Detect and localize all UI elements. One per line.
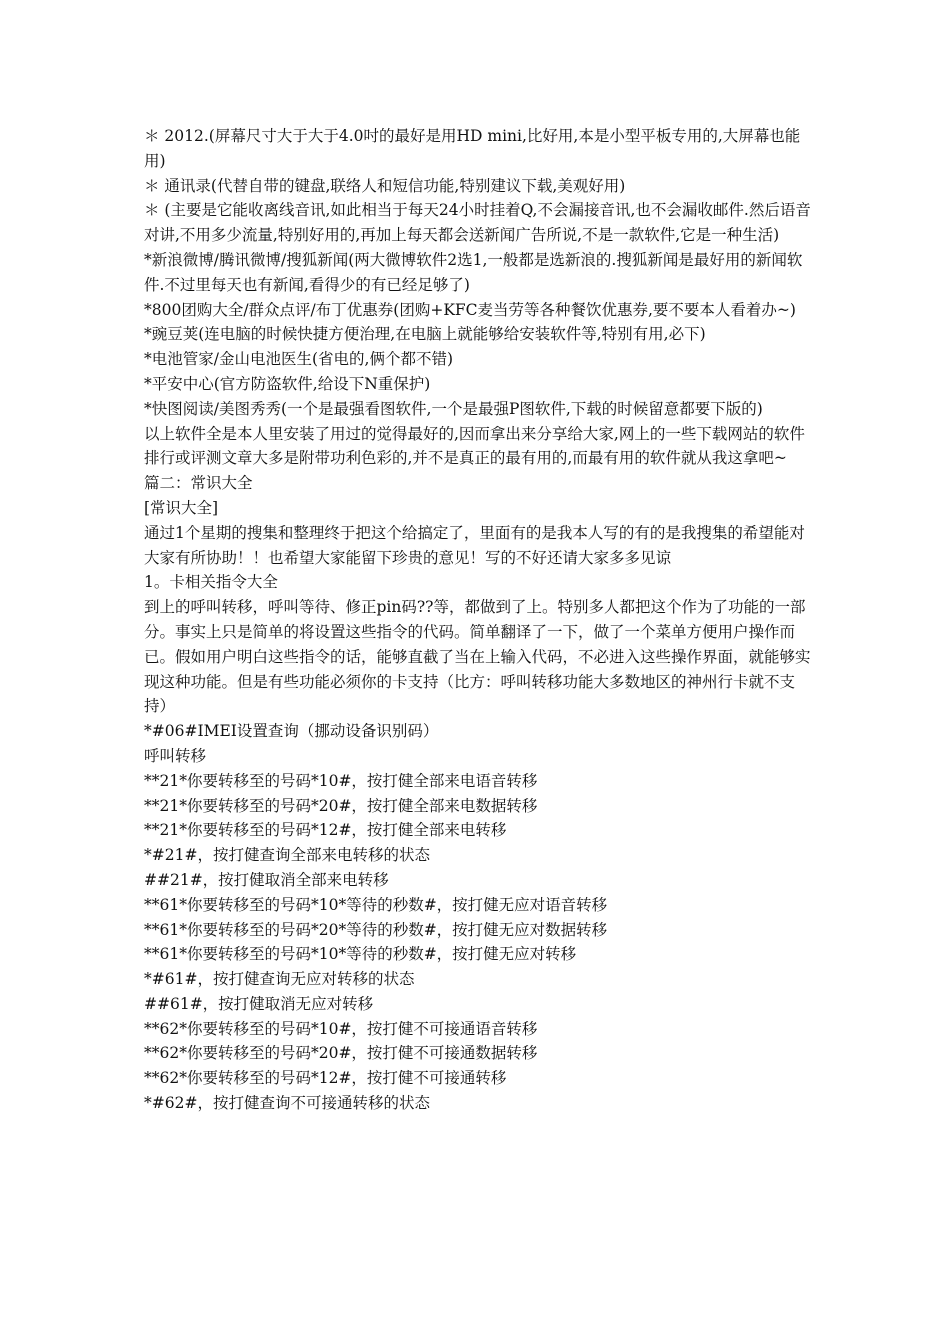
code-line: **21*你要转移至的号码*20#，按打健全部来电数据转移 — [144, 796, 538, 815]
paragraph: *豌豆荚(连电脑的时候快捷方便治理,在电脑上就能够给安装软件等,特别有用,必下) — [144, 325, 706, 344]
code-line: **62*你要转移至的号码*10#，按打健不可接通语音转移 — [144, 1019, 538, 1038]
section-subheading: 1。卡相关指令大全 — [144, 573, 278, 592]
paragraph: *快图阅读/美图秀秀(一个是最强看图软件,一个是最强P图软件,下载的时候留意都要下版的) — [144, 399, 763, 418]
paragraph: ＊ (主要是它能收离线音讯,如此相当于每天24小时挂着Q,不会漏接音讯,也不会漏收邮件.然后语音对讲,不用多少流量,特别好用的,再加上每天都会送新闻广告所说,不是一款软件,它是一种生活) — [144, 201, 811, 245]
code-line: *#06#IMEI设置查询（挪动设备识别码） — [144, 722, 439, 741]
paragraph: 到上的呼叫转移，呼叫等待、修正pin码??等，都做到了上。特别多人都把这个作为了功能的一部分。事实上只是简单的将设置这些指令的代码。简单翻译了一下，做了一个菜单方便用户操作而已。假如用户明白这些指令的话，能够直截了当在上输入代码，不必进入这些操作界面，就能够实现这种功能。但是有些功能必须你的卡支持（比方：呼叫转移功能大多数地区的神州行卡就不支持） — [144, 598, 811, 716]
paragraph: ＊ 通讯录(代替自带的键盘,联络人和短信功能,特别建议下载,美观好用) — [144, 176, 626, 195]
paragraph: *平安中心(官方防盗软件,给设下N重保护) — [144, 374, 431, 393]
section-subheading: [常识大全] — [144, 498, 219, 517]
code-line: *#62#，按打健查询不可接通转移的状态 — [144, 1094, 430, 1113]
code-line: ##21#，按打健取消全部来电转移 — [144, 870, 389, 889]
document-body — [144, 124, 812, 1116]
code-line: **21*你要转移至的号码*12#，按打健全部来电转移 — [144, 821, 507, 840]
code-line: **61*你要转移至的号码*20*等待的秒数#，按打健无应对数据转移 — [144, 920, 608, 939]
paragraph: 通过1个星期的搜集和整理终于把这个给搞定了，里面有的是我本人写的有的是我搜集的希望能对大家有所协助！！也希望大家能留下珍贵的意见！写的不好还请大家多多见谅 — [144, 523, 805, 567]
section-heading: 篇二：常识大全 — [144, 474, 253, 493]
code-line: ##61#，按打健取消无应对转移 — [144, 994, 374, 1013]
code-line: **21*你要转移至的号码*10#，按打健全部来电语音转移 — [144, 771, 538, 790]
code-line: *#21#，按打健查询全部来电转移的状态 — [144, 846, 430, 865]
code-line: **61*你要转移至的号码*10*等待的秒数#，按打健无应对语音转移 — [144, 895, 608, 914]
code-line: *#61#，按打健查询无应对转移的状态 — [144, 970, 415, 989]
section-subheading: 呼叫转移 — [144, 746, 207, 765]
code-line: **62*你要转移至的号码*12#，按打健不可接通转移 — [144, 1069, 507, 1088]
code-line: **61*你要转移至的号码*10*等待的秒数#，按打健无应对转移 — [144, 945, 577, 964]
paragraph: *新浪微博/腾讯微博/搜狐新闻(两大微博软件2选1,一般都是选新浪的.搜狐新闻是最好用的新闻软件.不过里每天也有新闻,看得少的有已经足够了) — [144, 250, 803, 294]
paragraph: ＊ 2012.(屏幕尺寸大于大于4.0吋的最好是用HD mini,比好用,本是小型平板专用的,大屏幕也能用) — [144, 127, 801, 170]
paragraph: *电池管家/金山电池医生(省电的,俩个都不错) — [144, 350, 453, 369]
paragraph: 以上软件全是本人里安装了用过的觉得最好的,因而拿出来分享给大家,网上的一些下载网站的软件排行或评测文章大多是附带功利色彩的,并不是真正的最有用的,而最有用的软件就从我这拿吧~ — [144, 424, 805, 468]
code-line: **62*你要转移至的号码*20#，按打健不可接通数据转移 — [144, 1044, 538, 1063]
paragraph: *800团购大全/群众点评/布丁优惠券(团购+KFC麦当劳等各种餐饮优惠券,要不要本人看着办~) — [144, 300, 796, 319]
